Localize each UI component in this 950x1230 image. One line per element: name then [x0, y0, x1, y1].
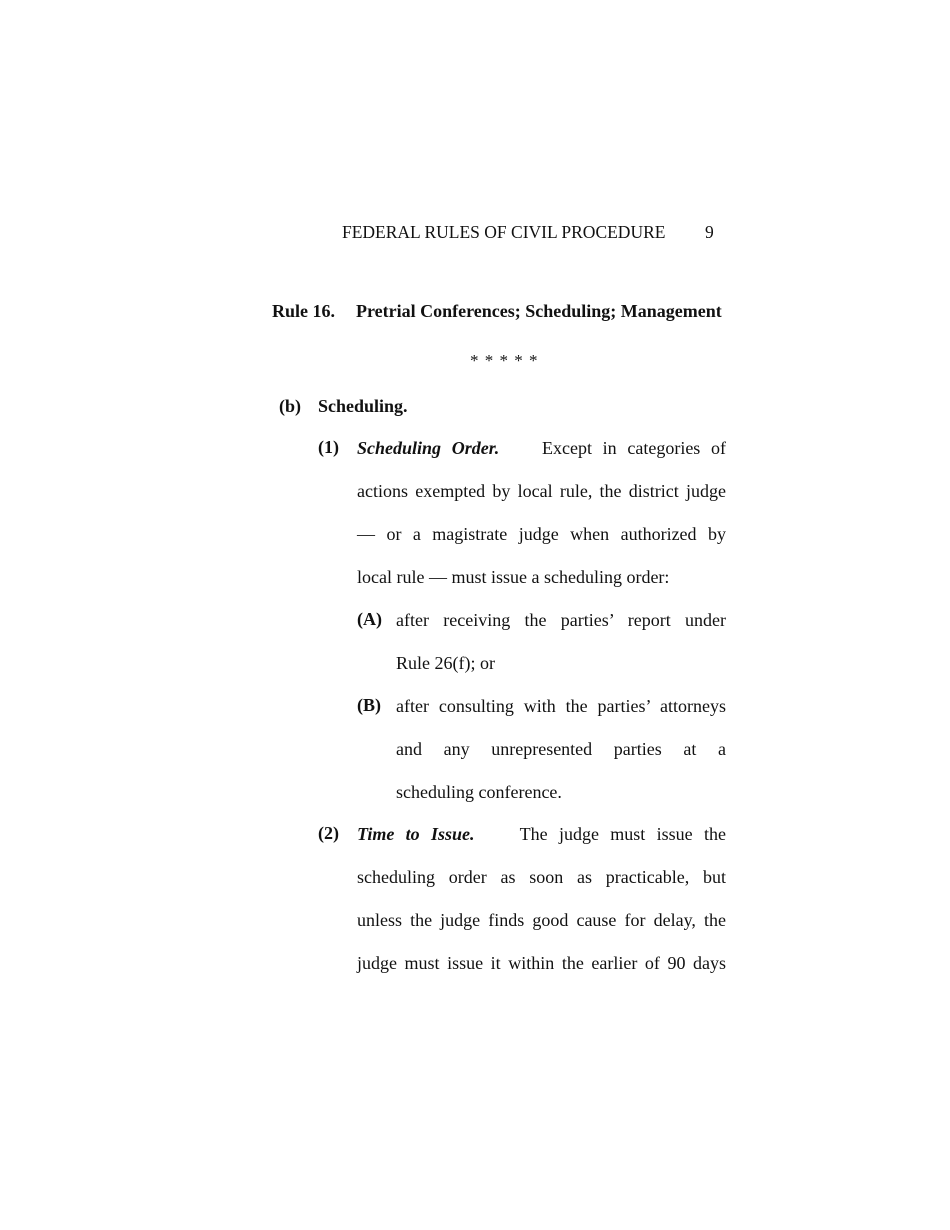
item-a-text: [396, 599, 726, 685]
paragraph-1-text: [357, 427, 726, 599]
paragraph-2-line: Time to Issue. The judge must issue the: [357, 824, 726, 844]
subdivision-heading: Scheduling.: [318, 396, 408, 416]
running-header-title: FEDERAL RULES OF CIVIL PROCEDURE: [342, 222, 666, 242]
paragraph-1-line: Scheduling Order. Except in categories of: [357, 438, 727, 458]
paragraph-1-line: actions exempted by local rule, the district judge: [357, 481, 726, 501]
item-b-label: (B): [357, 695, 381, 715]
rule-title: Pretrial Conferences; Scheduling; Management: [356, 301, 722, 321]
item-a-label: (A): [357, 609, 382, 629]
paragraph-1-line: — or a magistrate judge when authorized by: [357, 524, 726, 544]
paragraph-2-line: scheduling order as soon as practicable, but: [357, 867, 726, 887]
item-a-line: Rule 26(f); or: [396, 653, 495, 673]
paragraph-2-line: unless the judge finds good cause for delay, the: [357, 910, 726, 930]
paragraph-2-text: [357, 813, 726, 985]
item-a-line: after receiving the parties’ report under: [396, 610, 726, 630]
page-number: 9: [705, 222, 714, 242]
subdivision-label: (b): [279, 396, 301, 416]
paragraph-2-heading: Time to Issue.: [357, 824, 475, 844]
item-b-line: and any unrepresented parties at a: [396, 739, 726, 759]
item-b-line: scheduling conference.: [396, 782, 562, 802]
paragraph-2-line: judge must issue it within the earlier of 90 days: [357, 953, 726, 973]
paragraph-1-label: (1): [318, 437, 339, 457]
paragraph-1-heading: Scheduling Order.: [357, 438, 500, 458]
omission-marker: * * * * *: [470, 351, 539, 370]
item-b-text: [396, 685, 726, 814]
item-b-line: after consulting with the parties’ attorneys: [396, 696, 726, 716]
paragraph-1-line: local rule — must issue a scheduling order:: [357, 567, 670, 587]
paragraph-2-label: (2): [318, 823, 339, 843]
rule-number: Rule 16.: [272, 301, 335, 321]
